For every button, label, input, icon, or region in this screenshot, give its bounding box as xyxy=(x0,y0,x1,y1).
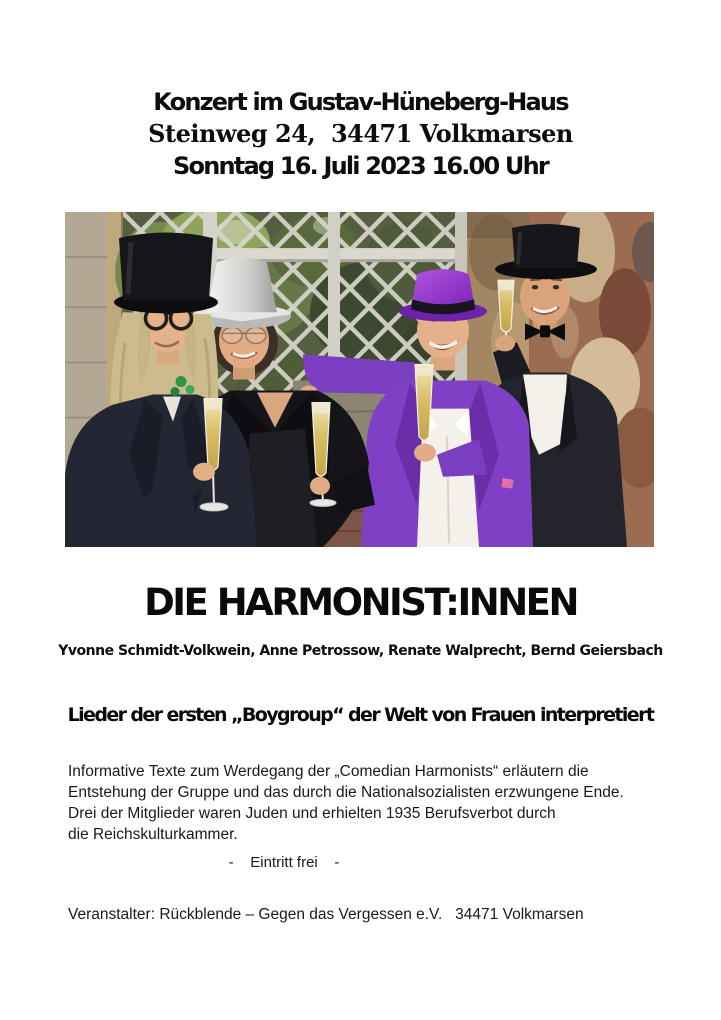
group-photo-illustration xyxy=(65,212,654,547)
black-top-hat-left xyxy=(114,233,218,314)
performer-names: Yvonne Schmidt-Volkwein, Anne Petrossow, Renate Walprecht, Bernd Geiersbach xyxy=(58,643,663,659)
description-line-2: Entstehung der Gruppe und das durch die Nationalsozialisten erzwungene Ende. xyxy=(68,784,624,801)
header-address: Steinweg 24, 34471 Volkmarsen xyxy=(148,119,573,148)
description-line-3: Drei der Mitglieder waren Juden und erhielten 1935 Berufsverbot durch xyxy=(68,805,556,822)
poster-subtitle: Lieder der ersten „Boygroup“ der Welt von Frauen interpretiert xyxy=(67,704,654,726)
header-venue: Konzert im Gustav-Hüneberg-Haus xyxy=(153,88,568,116)
poster-title: DIE HARMONIST:INNEN xyxy=(144,581,577,624)
admission-note: - Eintritt frei - xyxy=(228,854,340,871)
group-photo xyxy=(65,212,654,547)
description-line-1: Informative Texte zum Werdegang der „Comedian Harmonists“ erläutern die xyxy=(68,763,589,780)
description-paragraph xyxy=(68,761,668,845)
header-datetime: Sonntag 16. Juli 2023 16.00 Uhr xyxy=(173,152,548,180)
event-header xyxy=(0,86,721,182)
description-line-4: die Reichskulturkammer. xyxy=(68,826,238,843)
organizer-line: Veranstalter: Rückblende – Gegen das Vergessen e.V. 34471 Volkmarsen xyxy=(68,906,584,923)
